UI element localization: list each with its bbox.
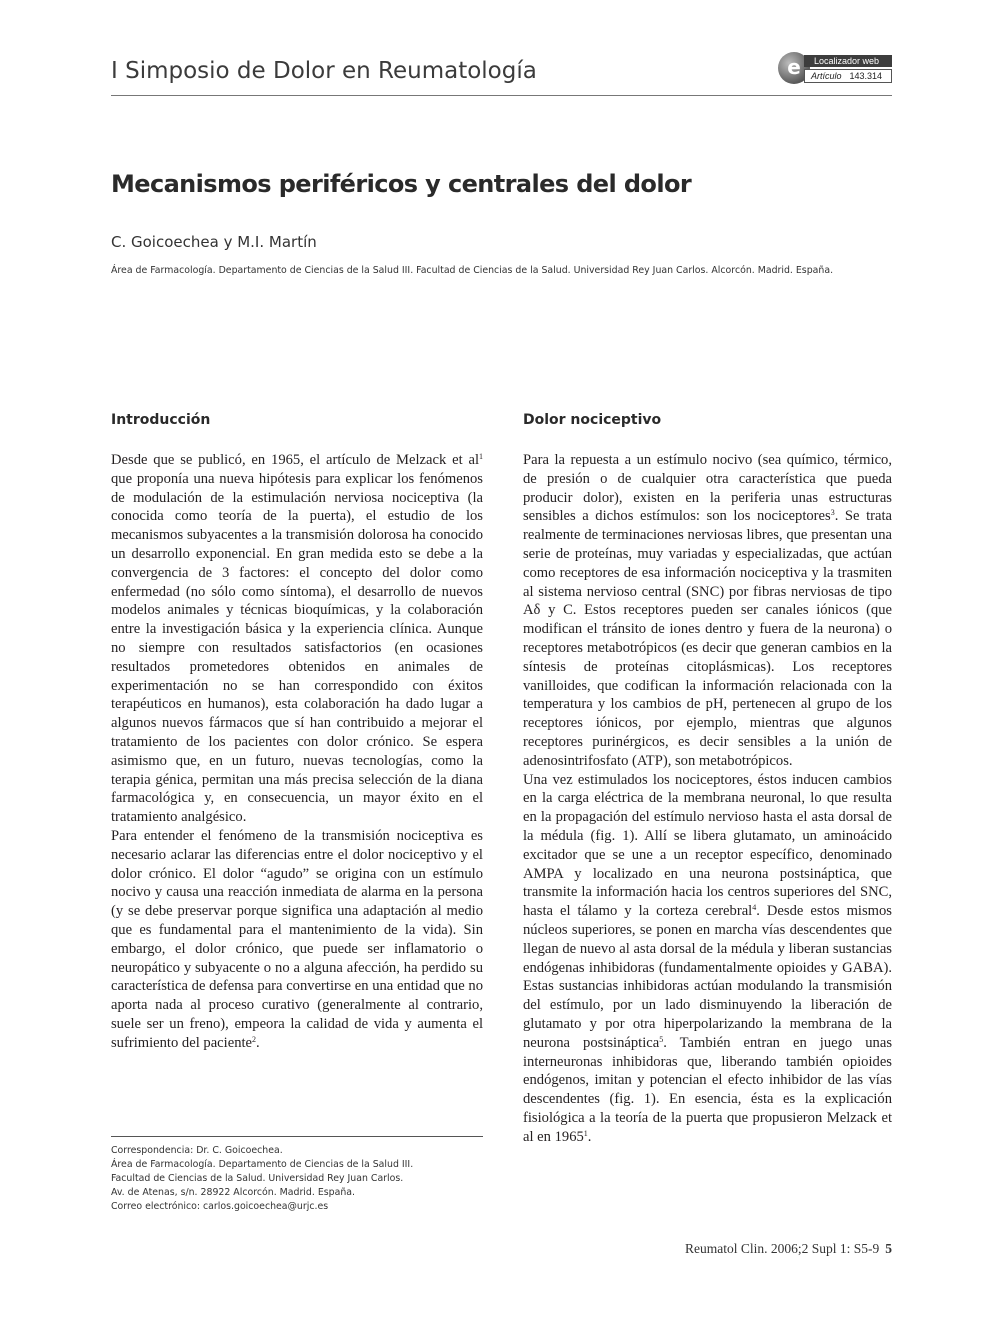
locator-label: Localizador web: [804, 55, 892, 67]
page-footer: [651, 1241, 892, 1257]
footnote-line: Área de Farmacología. Departamento de Ciencias de la Salud III.: [111, 1159, 414, 1170]
text-run: Para entender el fenómeno de la transmisión nociceptiva es necesario aclarar las diferencias entre el dolor nociceptivo y el dolor crónico. El dolor “agudo” se origina con un estímulo nocivo y causa una reacción inmediata de alarma en la persona (y se debe preservar porque significa una adaptación al medio que es fundamental para el mantenimiento de la vida). Sin embargo, el dolor crónico, que puede ser inflamatorio o neuropático y subyacente o no a alguna afección, ha perdido su característica de defensa para convertirse en una entidad que no aporta nada al proceso curativo (generalmente al contrario, suele ser un freno), empeora la calidad de vida y aumenta el sufrimiento del paciente: [111, 827, 483, 1051]
footnote-correspondence: Correspondencia: Dr. C. Goicoechea.: [111, 1145, 283, 1156]
text-run: . Se trata realmente de terminaciones nerviosas libres, que presentan una serie de proteínas, muy variadas y especializadas, que actúan como receptores de esa información nociceptiva y la trasmiten al sistema nervioso central (SNC) por fibras nerviosas de tipo Aδ y C. Estos receptores pueden ser canales iónicos (que modifican el tránsito de iones dentro y fuera de la neurona) o receptores metabotrópicos (es decir que generan cambios en la síntesis de proteínas citoplásmicas). Los receptores vanilloides, que codifican la información relacionada con la temperatura y los cambios de pH, pertenecen al grupo de los receptores iónicos, por ejemplo, mientras que algunos receptores purinérgicos, es decir sensibles a la unión de adenosintrifosfato (ATP), son metabotrópicos.: [523, 508, 892, 769]
heading-introduccion: Introducción: [111, 412, 211, 428]
footnote-email[interactable]: Correo electrónico: carlos.goicoechea@urjc.es: [111, 1201, 329, 1212]
text-run: . Desde estos mismos núcleos superiores, se ponen en marcha vías descendentes que llegan de nuevo al asta dorsal de la médula y liberan sustancias endógenas inhibidoras (fundamentalmente opioides y GABA). Estas sustancias inhibidoras actúan modulando la transmisión del estímulo, por un lado disminuyendo la liberación de glutamato y por otra hiperpolarizando la membrana de la neurona postsináptica: [523, 903, 892, 1051]
locator-article-label: Artículo: [811, 71, 842, 81]
heading-dolor-nociceptivo: Dolor nociceptivo: [523, 412, 662, 428]
reference-3: 3: [830, 508, 835, 518]
text-run: Una vez estimulados los nociceptores, éstos inducen cambios en la carga eléctrica de la membrana neuronal, lo que resulta en la propagación del estímulo nervioso hasta el asta dorsal de la médula (fig. 1). Allí se libera glutamato, un aminoácido excitador que se une a un receptor específico, denominado AMPA y localizado en una neurona postsináptica, que transmite la información hacia los centros superiores del SNC, hasta el tálamo y la corteza cerebral: [523, 771, 892, 920]
text-run: Para la repuesta a un estímulo nocivo (sea químico, térmico, de presión o de cualquier otra característica que pueda producir dolor), existen en la periferia unas estructuras sensibles a dichos estímulos: son los nociceptores: [523, 452, 892, 525]
nociceptivo-paragraph-2: [523, 771, 892, 1147]
text-run: Desde que se publicó, en 1965, el artículo de Melzack et al: [111, 452, 479, 468]
reference-4: 4: [752, 903, 757, 913]
text-run: .: [256, 1034, 260, 1051]
reference-2: 2: [252, 1034, 257, 1044]
reference-1: 1: [583, 1128, 588, 1138]
text-run: que proponía una nueva hipótesis para explicar los fenómenos de modulación de la estimulación nerviosa nociceptiva (la conocida como teoría de la puerta), el estudio de los mecanismos subyacentes a la transmisión dolorosa ha conocido un desarrollo exponencial. En gran medida esto se debe a la convergencia de 3 factores: el concepto del dolor como enfermedad (no sólo como síntoma), el desarrollo de nuevos modelos animales y técnicas bioquímicas, y la colaboración entre la investigación básica y la experiencia clínica. Aunque no siempre con resultados satisfactorios (en ocasiones resultados prometedores obtenidos en animales de experimentación no se han correspondido con éxitos terapéuticos en humanos), esta colaboración ha dado lugar a algunos nuevos fármacos que sí han contribuido a mejorar el tratamiento de los pacientes con dolor crónico. Se espera asimismo que, en un futuro, nuevas tecnologías, como la terapia génica, permitan una más precisa selección de la diana farmacológica y, en consecuencia, un mayor éxito en el tratamiento analgésico.: [111, 470, 483, 826]
journal-citation: Reumatol Clin. 2006;2 Supl 1: S5-9: [684, 1241, 880, 1256]
footnote-divider: [111, 1136, 483, 1137]
text-run: . También entran en juego unas interneuronas inhibidoras que, liberando también opioides endógenos, imitan y potencian el efecto inhibidor de las vías descendentes (fig. 1). En esencia, ésta es la explicación fisiológica a la teoría de la puerta que propusieron Melzack et al en 1965: [523, 1034, 892, 1145]
intro-paragraph-1: [111, 451, 483, 827]
running-header-title: I Simposio de Dolor en Reumatología: [111, 58, 537, 84]
article-affiliation: Área de Farmacología. Departamento de Ciencias de la Salud III. Facultad de Ciencias de la Salud. Universidad Rey Juan Carlos. Alcorcón. Madrid. España.: [111, 265, 834, 276]
locator-article-box: [804, 69, 892, 83]
text-run: .: [587, 1128, 592, 1145]
intro-paragraph-2: [111, 827, 483, 1053]
right-column-body: [523, 451, 892, 1146]
nociceptivo-paragraph-1: [523, 451, 892, 771]
left-column-body: [111, 451, 483, 1053]
article-title: Mecanismos periféricos y centrales del dolor: [111, 170, 692, 198]
footnote-line: Av. de Atenas, s/n. 28922 Alcorcón. Madrid. España.: [111, 1187, 355, 1198]
page-number: 5: [885, 1241, 892, 1256]
reference-5: 5: [659, 1034, 664, 1044]
correspondence-footnote: [111, 1144, 483, 1214]
e-logo-icon: e: [778, 52, 810, 84]
article-authors: C. Goicoechea y M.I. Martín: [111, 233, 317, 251]
reference-1: 1: [479, 452, 483, 461]
header-divider: [111, 95, 892, 96]
footnote-line: Facultad de Ciencias de la Salud. Universidad Rey Juan Carlos.: [111, 1173, 404, 1184]
web-locator-badge[interactable]: [778, 52, 892, 88]
locator-article-number: 143.314: [849, 71, 883, 81]
